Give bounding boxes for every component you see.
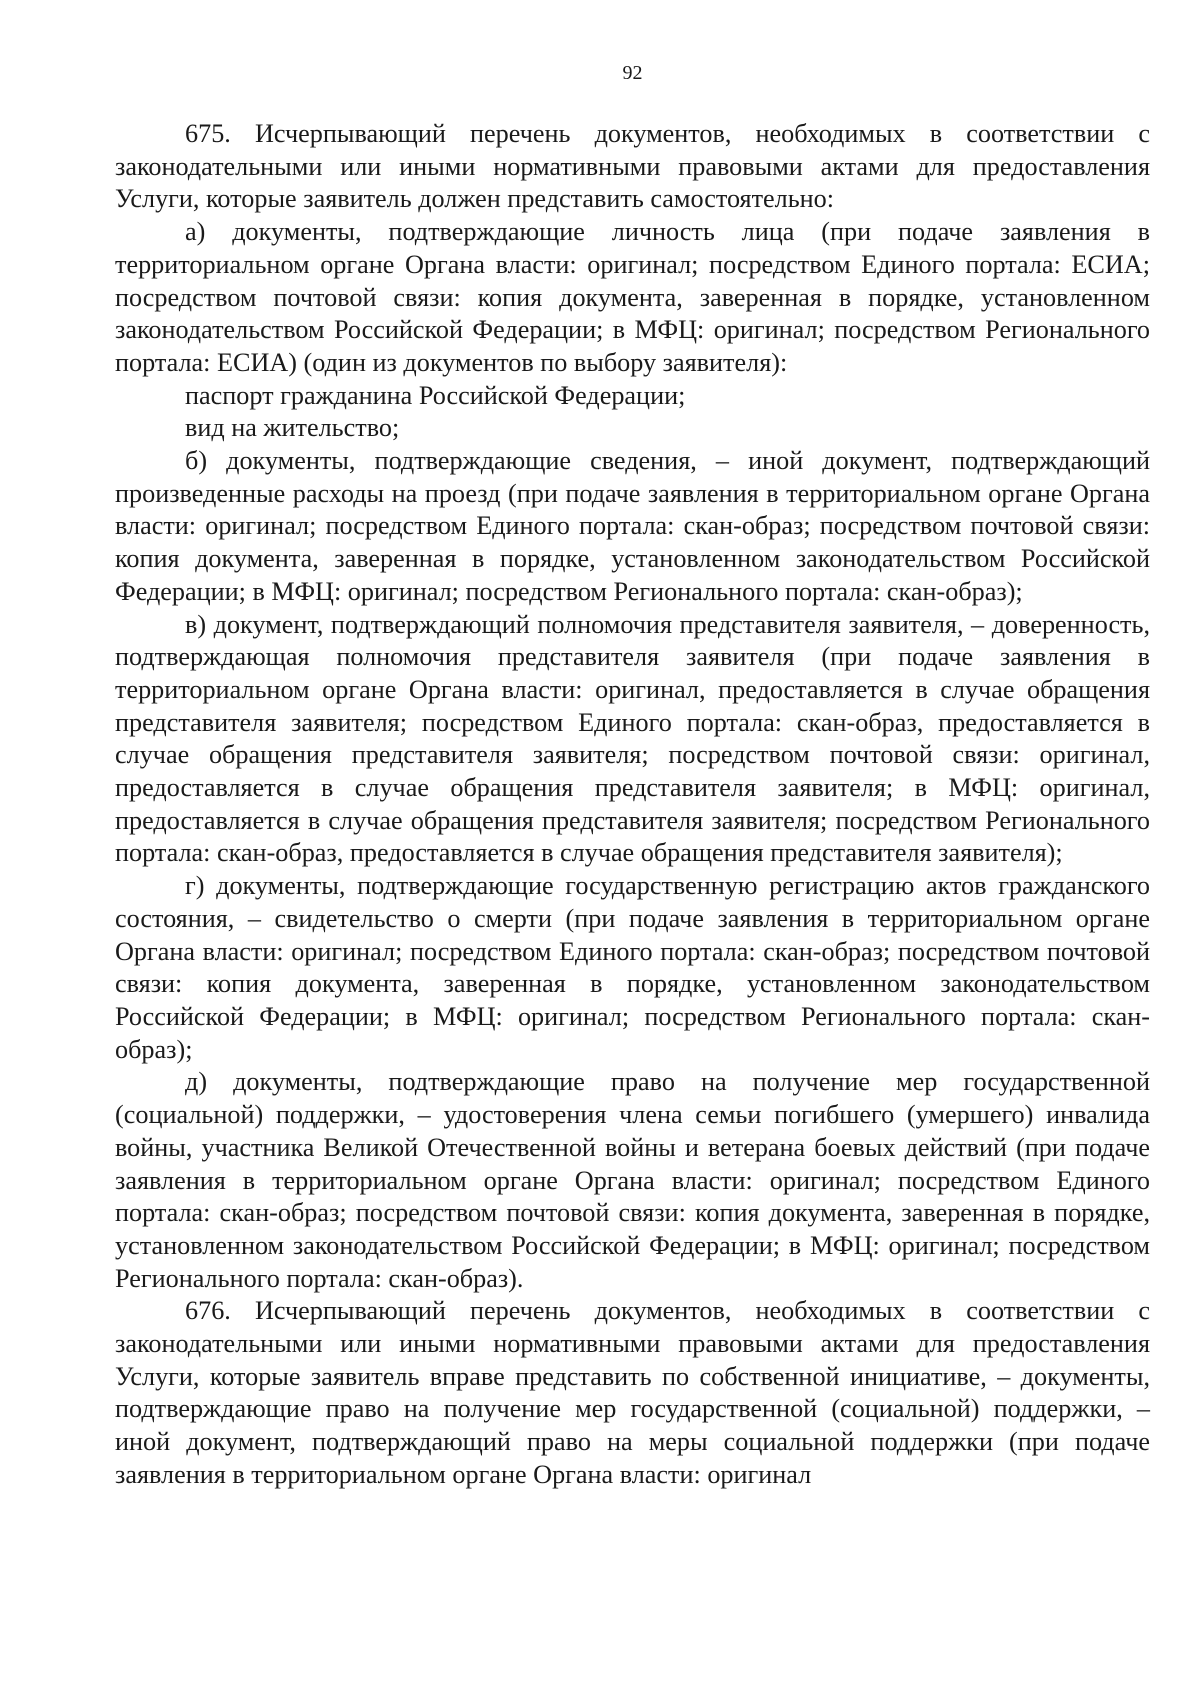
page-number: 92 bbox=[622, 62, 643, 84]
paragraph-675-a-residence: вид на жительство; bbox=[185, 413, 400, 443]
document-page bbox=[115, 60, 1150, 1492]
paragraph-675: 675. Исчерпывающий перечень документов, необходимых в соответствии с законодательными или иными нормативными правовыми актами для предоставления Услуги, которые заявитель должен представить самостоятельно: bbox=[115, 119, 1150, 214]
paragraph-675-a: а) документы, подтверждающие личность лица (при подаче заявления в территориальном органе Органа власти: оригинал; посредством Единого портала: ЕСИА; посредством почтовой связи: копия документа, заверенная в порядке, установленном законодательством Российской Федерации; в МФЦ: оригинал; посредством Регионального портала: ЕСИА) (один из документов по выбору заявителя): bbox=[115, 217, 1150, 377]
paragraph-675-a-passport: паспорт гражданина Российской Федерации; bbox=[185, 380, 686, 410]
paragraph-675-b: б) документы, подтверждающие сведения, – иной документ, подтверждающий произведенные расходы на проезд (при подаче заявления в территориальном органе Органа власти: оригинал; посредством Единого портала: скан-образ; посредством почтовой связи: копия документа, заверенная в порядке, установленном законодательством Российской Федерации; в МФЦ: оригинал; посредством Регионального портала: скан-образ); bbox=[115, 446, 1150, 606]
paragraph-676: 676. Исчерпывающий перечень документов, необходимых в соответствии с законодательными или иными нормативными правовыми актами для предоставления Услуги, которые заявитель вправе представить по собственной инициативе, – документы, подтверждающие право на получение мер государственной (социальной) поддержки, – иной документ, подтверждающий право на меры социальной поддержки (при подаче заявления в территориальном органе Органа власти: оригинал bbox=[115, 1296, 1150, 1489]
paragraph-675-v: в) документ, подтверждающий полномочия представителя заявителя, – доверенность, подтверждающая полномочия представителя заявителя (при подаче заявления в территориальном органе Органа власти: оригинал, предоставляется в случае обращения представителя заявителя; посредством Единого портала: скан-образ, предоставляется в случае обращения представителя заявителя; посредством почтовой связи: оригинал, предоставляется в случае обращения представителя заявителя; в МФЦ: оригинал, предоставляется в случае обращения представителя заявителя; посредством Регионального портала: скан-образ, предоставляется в случае обращения представителя заявителя); bbox=[115, 609, 1150, 868]
paragraph-675-g: г) документы, подтверждающие государственную регистрацию актов гражданского состояния, – свидетельство о смерти (при подаче заявления в территориальном органе Органа власти: оригинал; посредством Единого портала: скан-образ; посредством почтовой связи: копия документа, заверенная в порядке, установленном законодательством Российской Федерации; в МФЦ: оригинал; посредством Регионального портала: скан-образ); bbox=[115, 871, 1150, 1064]
paragraph-675-d: д) документы, подтверждающие право на получение мер государственной (социальной) поддержки, – удостоверения члена семьи погибшего (умершего) инвалида войны, участника Великой Отечественной войны и ветерана боевых действий (при подаче заявления в территориальном органе Органа власти: оригинал; посредством Единого портала: скан-образ; посредством почтовой связи: копия документа, заверенная в порядке, установленном законодательством Российской Федерации; в МФЦ: оригинал; посредством Регионального портала: скан-образ). bbox=[115, 1067, 1150, 1293]
